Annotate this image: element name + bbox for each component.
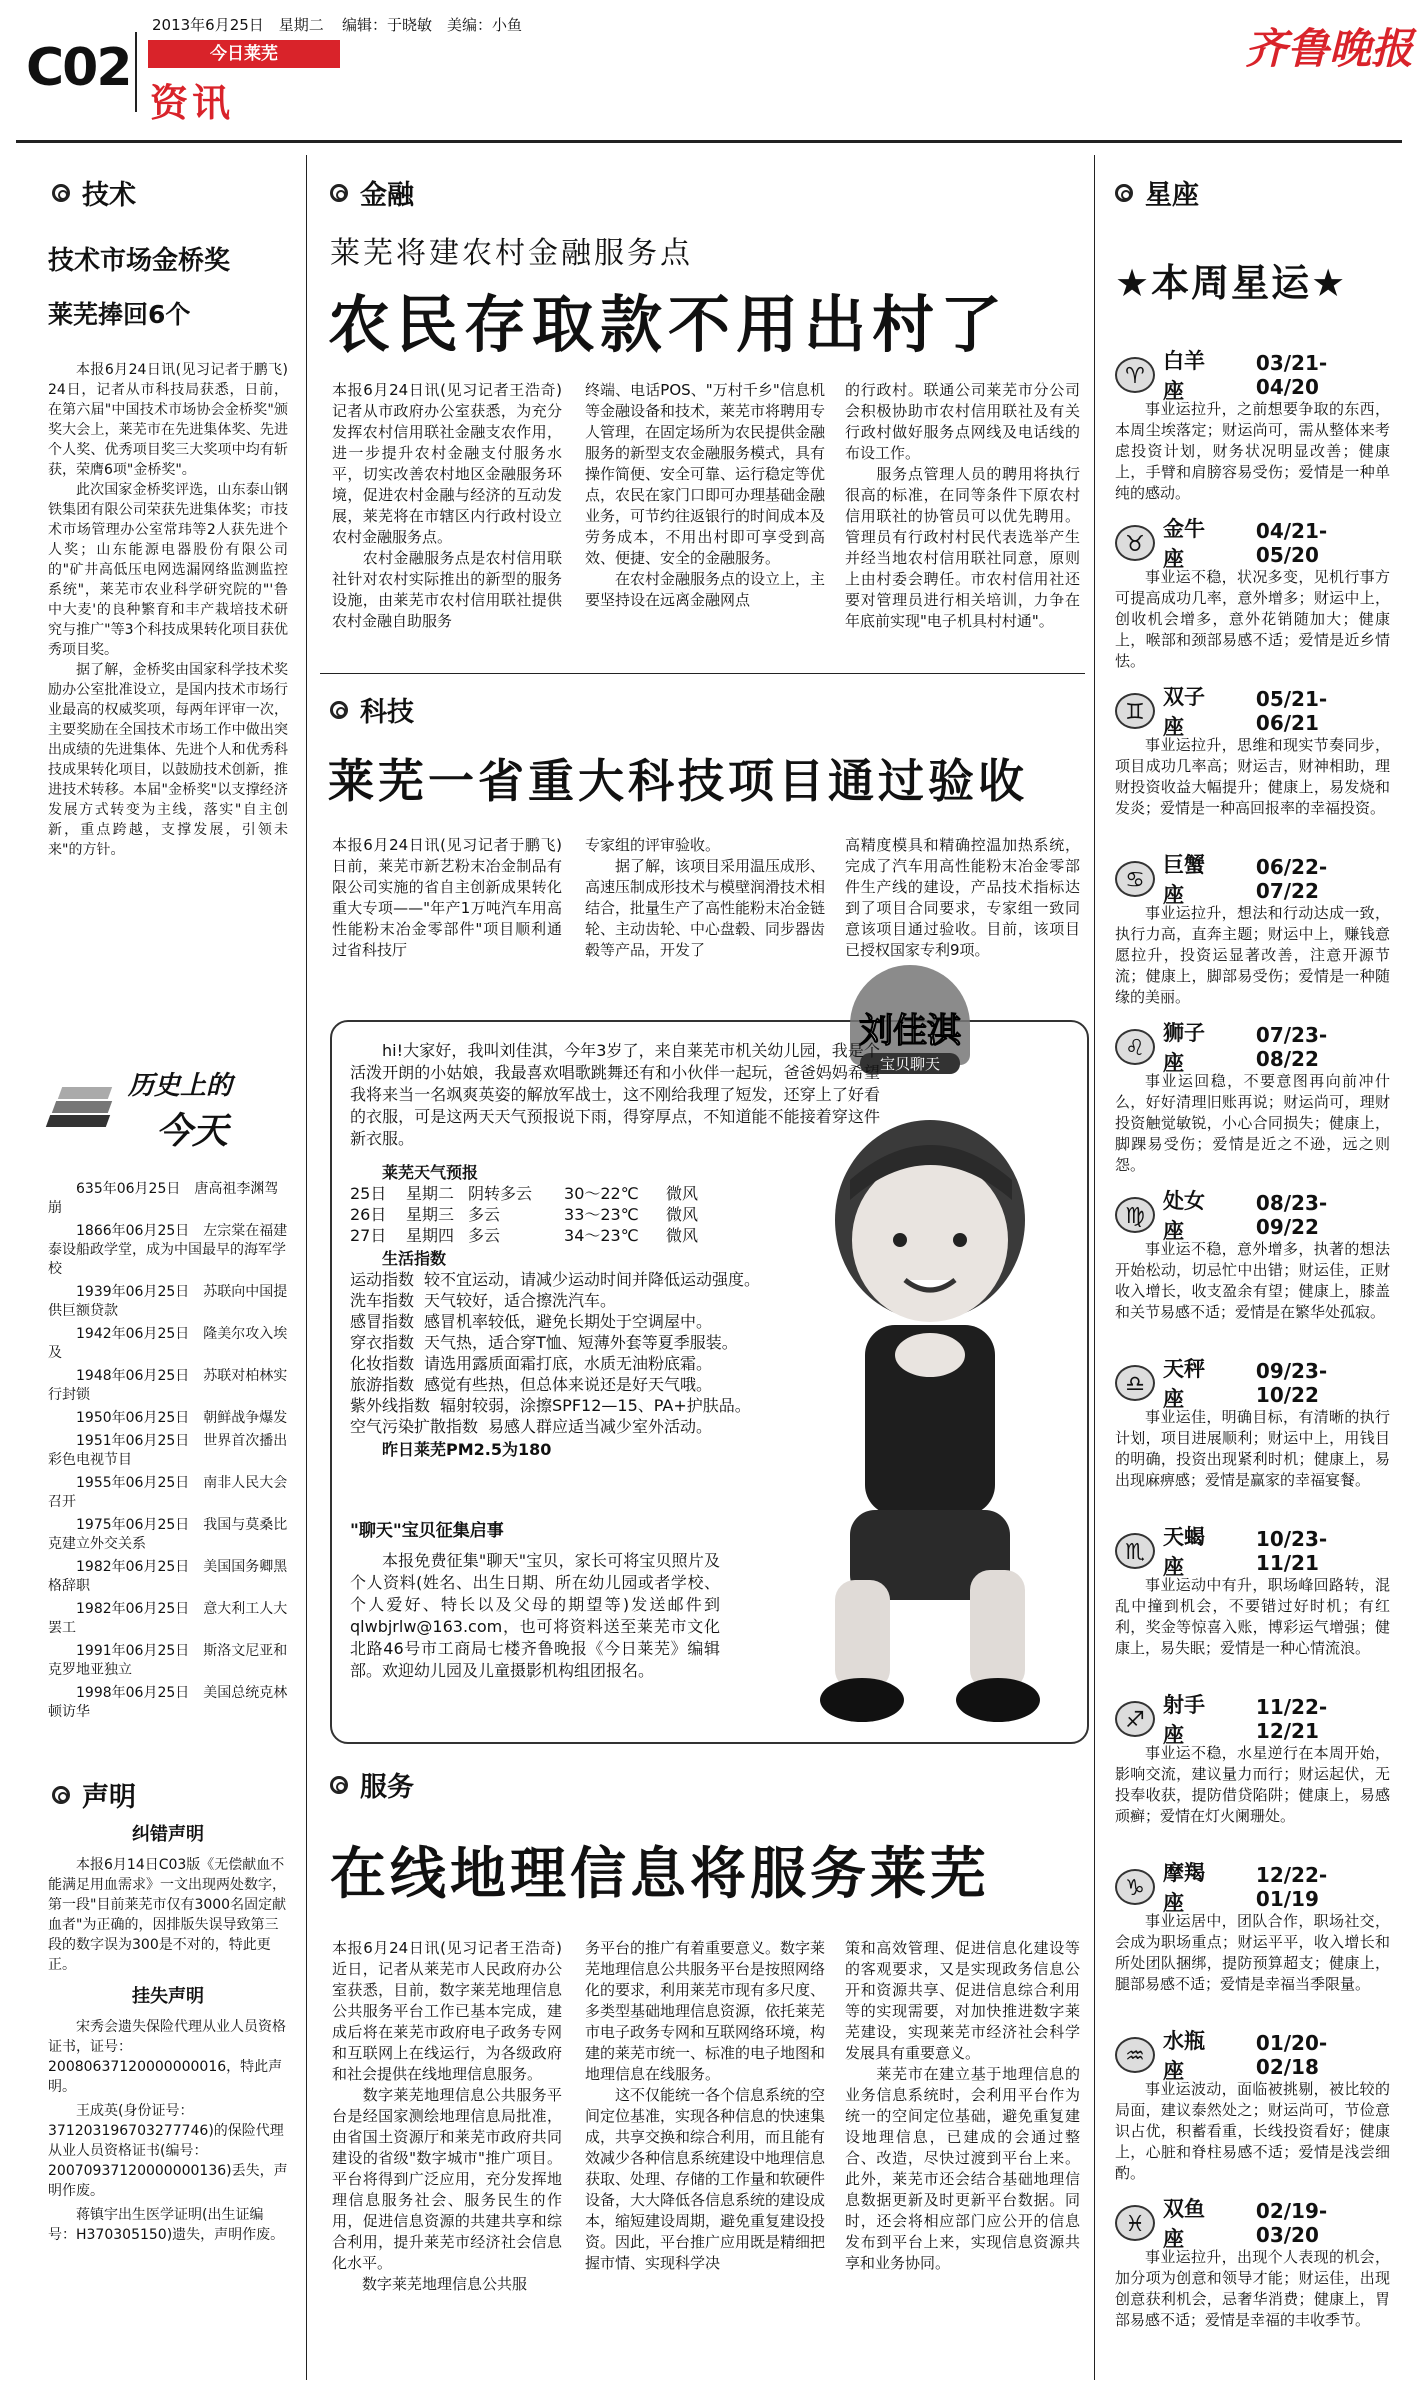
bullet-icon: [330, 1776, 348, 1794]
science-col1: 本报6月24日讯(见习记者于鹏飞) 日前，莱芜市新艺粉末冶金制品有限公司实施的省自主创新成果转化重大专项——"年产1万吨汽车用高性能粉末冶金零部件"项目顺利通过省科技厅: [332, 836, 562, 959]
zodiac-name: 狮子座: [1162, 1021, 1205, 1075]
date-line: 2013年6月25日 星期二: [152, 16, 324, 34]
zodiac-name: 巨蟹座: [1162, 853, 1205, 907]
history-head-line2: 今天: [156, 1111, 229, 1152]
recruit-block: [350, 1520, 720, 1682]
life-index-value: 较不宜运动，请减少运动时间并降低运动强度。: [424, 1270, 761, 1289]
life-index-name: 穿衣指数: [350, 1333, 415, 1352]
tech-title: [48, 240, 298, 331]
zodiac-forecast: 事业运拉升，之前想要争取的东西，本周尘埃落定；财运尚可，需从整体来考虑投资计划，财务状况明显改善；健康上，手臂和肩膀容易受伤；爱情是一种单纯的感动。: [1115, 400, 1390, 502]
forecast-row: [350, 1225, 830, 1246]
forecast-row: [350, 1183, 830, 1204]
forecast-block: [350, 1162, 830, 1460]
zodiac-name: 射手座: [1162, 1693, 1205, 1747]
zodiac-icon: ♑: [1115, 1869, 1155, 1905]
zodiac-name: 白羊座: [1162, 349, 1205, 403]
zodiac-name: 水瓶座: [1162, 2029, 1205, 2083]
index-title: 生活指数: [382, 1249, 447, 1268]
forecast-wk: 星期四: [406, 1226, 455, 1245]
life-index-value: 天气较好，适合擦洗汽车。: [424, 1291, 617, 1310]
history-entry: 1982年06月25日 美国国务卿黑格辞职: [48, 1559, 288, 1594]
tech-article: [48, 360, 288, 860]
life-index-row: [350, 1332, 830, 1353]
life-index-value: 请选用露质面霜打底，水质无油粉底霜。: [424, 1354, 713, 1373]
science-head-label: 科技: [360, 697, 414, 728]
zodiac-forecast: 事业运拉升，出现个人表现的机会，加分项为创意和领导才能；财运佳，出现创意获利机会，忌奢华消费；健康上，胃部易感不适；爱情是幸福的丰收季节。: [1115, 2248, 1390, 2329]
zodiac-forecast: 事业运不稳，意外增多，执著的想法开始松动，切忌忙中出错；财运佳，正财收入增长，收支盈余有望；健康上，膝盖和关节易感不适；爱情是在繁华处孤寂。: [1115, 1240, 1390, 1321]
zodiac-date-range: 05/21-06/21: [1255, 687, 1328, 735]
horoscope-header: [1115, 1693, 1390, 1747]
service-col1: 本报6月24日讯(见习记者王浩奇) 近日，记者从莱芜市人民政府办公室获悉，目前，数字莱芜地理信息公共服务平台工作已基本完成，建成后将在莱芜市政府电子政务专网和互联网上在线运行，为各级政府和社会提供在线地理信息服务。 数字莱芜地理信息公共服务平台是经国家测绘地理信息局批准，由省国土资源厅和莱芜市政府共同建设的省级"数字城市"推广项目。平台将得到广泛应用，充分发挥地理信息服务社会、服务民生的作用，促进信息资源的共建共享和综合利用，提升莱芜市经济社会信息化水平。 数字莱芜地理信息公共服: [332, 1939, 562, 2293]
zodiac-forecast: 事业运动中有升，职场峰回路转，混乱中撞到机会，不要错过好时机；有红利，奖金等惊喜入账，博彩运气增强；健康上，易失眠；爱情是一种心情流浪。: [1115, 1576, 1390, 1657]
forecast-day: 26日: [350, 1205, 387, 1224]
zodiac-icon: ♒: [1115, 2037, 1155, 2073]
history-entry: 1955年06月25日 南非人民大会召开: [48, 1475, 288, 1510]
history-entry: 1951年06月25日 世界首次播出彩色电视节目: [48, 1433, 288, 1468]
horoscope-header: [1115, 1525, 1390, 1579]
lost-title: 挂失声明: [132, 1986, 204, 2007]
service-section-head: [330, 1765, 414, 1804]
life-index-row: [350, 1269, 830, 1290]
horoscope-header: [1115, 685, 1390, 739]
bullet-icon: [52, 184, 70, 202]
books-icon: [48, 1085, 118, 1135]
forecast-title: 莱芜天气预报: [382, 1163, 479, 1182]
history-entry: 1942年06月25日 隆美尔攻入埃及: [48, 1326, 288, 1361]
history-entry: 1975年06月25日 我国与莫桑比克建立外交关系: [48, 1517, 288, 1552]
forecast-day: 25日: [350, 1184, 387, 1203]
history-entry: 1948年06月25日 苏联对柏林实行封锁: [48, 1368, 288, 1403]
left-col-divider: [306, 155, 307, 2380]
forecast-wk: 星期三: [406, 1205, 455, 1224]
tech-head-label: 技术: [82, 180, 136, 211]
life-index-name: 旅游指数: [350, 1375, 415, 1394]
life-index-value: 易感人群应适当减少室外活动。: [488, 1417, 713, 1436]
zodiac-forecast: 事业运拉升，思维和现实节奏同步，项目成功几率高；财运吉，财神相助，理财投资收益大幅提升；健康上，易发烧和发炎；爱情是一种高回报率的幸福投资。: [1115, 736, 1390, 817]
editor-line: 编辑：于晓敏 美编：小鱼: [342, 16, 523, 34]
zodiac-date-range: 11/22-12/21: [1255, 1695, 1328, 1743]
horoscope-entry: [1115, 2197, 1390, 2371]
forecast-rows: [350, 1183, 830, 1246]
horoscope-header: [1115, 2197, 1390, 2251]
zodiac-name: 摩羯座: [1162, 1861, 1205, 1915]
finance-kicker: 莱芜将建农村金融服务点: [330, 236, 693, 271]
zodiac-icon: ♓: [1115, 2205, 1155, 2241]
tech-para: 此次国家金桥奖评选，山东泰山钢铁集团有限公司荣获先进集体奖；市技术市场管理办公室常玮等2人获先进个人奖；山东能源电器股份有限公司的"矿井高低压电网选漏网络监测监控系统"，莱芜市农业科学研究院的"'鲁中大麦'的良种繁育和丰产栽培技术研究与推广"等3个科技成果转化项目获优秀项目奖。: [48, 482, 288, 658]
section-tag: 今日莱芜: [148, 40, 340, 68]
tech-title-line2: 莱芜捧回6个: [48, 300, 191, 329]
history-entry: 1939年06月25日 苏联向中国提供巨额贷款: [48, 1284, 288, 1319]
life-index-name: 紫外线指数: [350, 1396, 431, 1415]
stars-head-label: 星座: [1145, 180, 1199, 211]
zodiac-forecast: 事业运不稳，状况多变，见机行事方可提高成功几率，意外增多；财运中上，创收机会增多，意外花销随加大；健康上，喉部和颈部易感不适；爱情是近乡情怯。: [1115, 568, 1390, 670]
baby-intro: hi!大家好，我叫刘佳淇，今年3岁了，来自莱芜市机关幼儿园，我是个活泼开朗的小姑娘，我最喜欢唱歌跳舞还有和小伙伴一起玩，爸爸妈妈希望我将来当一名飒爽英姿的解放军战士，这不刚给我理了短发，还穿上了好看的衣服，可是这两天天气预报说下雨，得穿厚点，不知道能不能接着穿这件新衣服。: [350, 1041, 880, 1148]
finance-col3: 的行政村。联通公司莱芜市分公司会积极协助市农村信用联社及有关行政村做好服务点网线及电话线的布设工作。 服务点管理人员的聘用将执行很高的标准，在同等条件下原农村信用联社的协管员可以优先聘用。管理员有行政村村民代表选举产生并经当地农村信用联社同意，原则上由村委会聘任。市农村信用社还要对管理员进行相关培训，力争在年底前实现"电子机具村村通"。: [845, 381, 1080, 630]
horoscope-list: [1115, 349, 1390, 2371]
zodiac-date-range: 03/21-04/20: [1255, 351, 1328, 399]
badge-sub: 宝贝聊天: [860, 1053, 960, 1074]
history-entry: 635年06月25日 唐高祖李渊驾崩: [48, 1181, 279, 1216]
recruit-text: 本报免费征集"聊天"宝贝，家长可将宝贝照片及个人资料(姓名、出生日期、所在幼儿园或者学校、个人爱好、特长以及父母的期望等)发送邮件到qlwbjrlw@163.com，也可将资料送至莱芜市文化北路46号市工商局七楼齐鲁晚报《今日莱芜》编辑部。欢迎幼儿园及儿童摄影机构组团报名。: [350, 1551, 720, 1680]
history-entry: 1991年06月25日 斯洛文尼亚和克罗地亚独立: [48, 1643, 288, 1678]
forecast-wind: 微风: [666, 1205, 699, 1224]
life-index-name: 化妆指数: [350, 1354, 415, 1373]
forecast-t: 33～23℃: [564, 1205, 639, 1224]
index-rows: [350, 1269, 830, 1437]
bullet-icon: [1115, 184, 1133, 202]
decl-head-label: 声明: [82, 1782, 136, 1813]
zodiac-date-range: 09/23-10/22: [1255, 1359, 1328, 1407]
brand-logo: 齐鲁晚报: [1245, 24, 1414, 73]
lost-notice: 宋秀会遗失保险代理从业人员资格证书，证号：20080637120000000016，特此声明。: [48, 2019, 286, 2095]
top-rule: [16, 140, 1402, 143]
zodiac-name: 双鱼座: [1162, 2197, 1205, 2251]
zodiac-name: 天蝎座: [1162, 1525, 1205, 1579]
declarations: [48, 1825, 288, 2249]
decl-section-head: [52, 1775, 136, 1814]
history-entry: 1866年06月25日 左宗棠在福建泰设船政学堂，成为中国最早的海军学校: [48, 1223, 288, 1277]
horoscope-header: [1115, 1861, 1390, 1915]
zodiac-forecast: 事业运回稳，不要意图再向前冲什么，好好清理旧账再说；财运尚可，理财投资触觉敏锐，小心合同损失；健康上，脚踝易受伤；爱情是近之不逊，远之则怨。: [1115, 1072, 1390, 1174]
science-col2: 专家组的评审验收。 据了解，该项目采用温压成形、高速压制成形技术与模壁润滑技术相结合，批量生产了高性能粉末冶金链轮、主动齿轮、中心盘毂、同步器齿毂等产品，开发了: [585, 836, 826, 959]
zodiac-date-range: 10/23-11/21: [1255, 1527, 1328, 1575]
life-index-value: 感冒机率较低，避免长期处于空调屋中。: [424, 1312, 713, 1331]
life-index-name: 感冒指数: [350, 1312, 415, 1331]
life-index-value: 天气热，适合穿T恤、短薄外套等夏季服装。: [424, 1333, 738, 1352]
life-index-name: 空气污染扩散指数: [350, 1417, 479, 1436]
tech-section-head: [52, 173, 136, 212]
zodiac-icon: ♐: [1115, 1701, 1155, 1737]
finance-title: 农民存取款不用出村了: [328, 288, 1009, 361]
stars-section-head: [1115, 173, 1199, 212]
forecast-row: [350, 1204, 830, 1225]
horoscope-header: [1115, 1021, 1390, 1075]
horoscope-header: [1115, 853, 1390, 907]
horoscope-entry: [1115, 2029, 1390, 2203]
life-index-row: [350, 1395, 830, 1416]
life-index-row: [350, 1416, 830, 1437]
life-index-row: [350, 1290, 830, 1311]
horoscope-entry: [1115, 685, 1390, 859]
zodiac-name: 金牛座: [1162, 517, 1205, 571]
horoscope-entry: [1115, 1525, 1390, 1699]
zodiac-icon: ♏: [1115, 1533, 1155, 1569]
badge-name: 刘佳淇: [859, 1011, 961, 1051]
history-entry: 1950年06月25日 朝鲜战争爆发: [76, 1410, 288, 1426]
horoscope-header: [1115, 517, 1390, 571]
forecast-w: 多云: [468, 1205, 501, 1224]
zodiac-forecast: 事业运佳，明确目标，有清晰的执行计划，项目进展顺利；财运中上，用钱目的明确，投资出现紧利时机；健康上，易出现麻痹感；爱情是赢家的幸福宴餐。: [1115, 1408, 1390, 1489]
bullet-icon: [330, 701, 348, 719]
tech-para: 本报6月24日讯(见习记者于鹏飞) 24日，记者从市科技局获悉，日前，在第六届"中国技术市场协会金桥奖"颁奖大会上，莱芜市在先进集体奖、先进个人奖、优秀项目奖三大奖项中均有斩获，荣膺6项"金桥奖"。: [48, 362, 288, 478]
zodiac-icon: ♉: [1115, 525, 1155, 561]
horoscope-entry: [1115, 1357, 1390, 1531]
forecast-wind: 微风: [666, 1226, 699, 1245]
horoscope-header: [1115, 1357, 1390, 1411]
zodiac-icon: ♌: [1115, 1029, 1155, 1065]
science-title: 莱芜一省重大科技项目通过验收: [328, 754, 1028, 808]
history-entry: 1982年06月25日 意大利工人大罢工: [48, 1601, 288, 1636]
zodiac-date-range: 06/22-07/22: [1255, 855, 1328, 903]
zodiac-icon: ♎: [1115, 1365, 1155, 1401]
service-col2: 务平台的推广有着重要意义。数字莱芜地理信息公共服务平台是按照网络化的要求，利用莱芜市现有多尺度、多类型基础地理信息资源，依托莱芜市电子政务专网和互联网络环境，构建的莱芜市统一、标准的电子地图和地理信息在线服务。 这不仅能统一各个信息系统的空间定位基准，实现各种信息的快速集成，共享交换和综合利用，而且能有效减少各种信息系统建设中地理信息获取、处理、存储的工作量和软硬件设备，大大降低各信息系统的建设成本，缩短建设周期，避免重复建设投资。因此，平台推广应用既是精细把握市情、实现科学决: [585, 1939, 826, 2272]
life-index-row: [350, 1353, 830, 1374]
finance-col2: 终端、电话POS、"万村千乡"信息机等金融设备和技术，莱芜市将聘用专人管理，在固定场所为农民提供金融服务的新型支农金融服务模式，具有操作简便、安全可靠、运行稳定等优点，农民在家门口即可办理基础金融业务，可节约往返银行的时间成本及劳务成本，不用出村即可享受到高效、便捷、安全的金融服务。 在农村金融服务点的设立上，主要坚持设在远离金融网点: [585, 381, 826, 609]
horoscope-entry: [1115, 517, 1390, 691]
zodiac-forecast: 事业运拉升，想法和行动达成一致，执行力高，直奔主题；财运中上，赚钱意愿拉升，投资运显著改善，注意开源节流；健康上，脚部易受伤；爱情是一种随缘的美丽。: [1115, 904, 1390, 1006]
forecast-wk: 星期二: [406, 1184, 455, 1203]
forecast-w: 阴转多云: [468, 1184, 533, 1203]
lost-notice: 王成英(身份证号：371203196703277746)的保险代理从业人员资格证书(编号：20070937120000000136)丢失，声明作废。: [48, 2103, 288, 2199]
zodiac-icon: ♊: [1115, 693, 1155, 729]
right-col-divider: [1094, 155, 1095, 2380]
zodiac-date-range: 02/19-03/20: [1255, 2199, 1328, 2247]
horoscope-entry: [1115, 349, 1390, 523]
finance-rule: [320, 673, 1085, 674]
horoscope-entry: [1115, 853, 1390, 1027]
zodiac-date-range: 04/21-05/20: [1255, 519, 1328, 567]
stars-title: ★本周星运★: [1115, 261, 1348, 305]
zodiac-date-range: 08/23-09/22: [1255, 1191, 1328, 1239]
section-name: 资讯: [150, 81, 235, 125]
history-header: [48, 1055, 288, 1155]
masthead-divider: [135, 32, 137, 112]
life-index-name: 洗车指数: [350, 1291, 415, 1310]
life-index-row: [350, 1311, 830, 1332]
zodiac-date-range: 12/22-01/19: [1255, 1863, 1328, 1911]
zodiac-icon: ♍: [1115, 1197, 1155, 1233]
zodiac-name: 天秤座: [1162, 1357, 1205, 1411]
horoscope-entry: [1115, 1693, 1390, 1867]
page-code: C02: [26, 38, 131, 98]
bullet-icon: [52, 1786, 70, 1804]
zodiac-name: 处女座: [1162, 1189, 1205, 1243]
horoscope-header: [1115, 1189, 1390, 1243]
forecast-t: 30～22℃: [564, 1184, 639, 1203]
service-title: 在线地理信息将服务莱芜: [330, 1842, 990, 1907]
forecast-w: 多云: [468, 1226, 501, 1245]
finance-section-head: [330, 173, 414, 212]
horoscope-header: [1115, 2029, 1390, 2083]
history-entry: 1998年06月25日 美国总统克林顿访华: [48, 1685, 288, 1720]
life-index-value: 辐射较弱，涂擦SPF12—15、PA+护肤品。: [440, 1396, 751, 1415]
zodiac-date-range: 07/23-08/22: [1255, 1023, 1328, 1071]
life-index-row: [350, 1374, 830, 1395]
history-list: [48, 1180, 288, 1726]
recruit-title: "聊天"宝贝征集启事: [350, 1521, 504, 1541]
lost-notice: 蒋镇宇出生医学证明(出生证编号：H370305150)遗失，声明作废。: [48, 2207, 285, 2243]
correction-text: 本报6月14日C03版《无偿献血不能满足用血需求》一文出现两处数字，第一段"目前莱芜市仅有3000名固定献血者"为正确的，因排版失误导致第三段的数字误为300是不对的，特此更正。: [48, 1857, 287, 1973]
bullet-icon: [330, 184, 348, 202]
forecast-wind: 微风: [666, 1184, 699, 1203]
zodiac-icon: ♋: [1115, 861, 1155, 897]
horoscope-entry: [1115, 1189, 1390, 1363]
tech-title-line1: 技术市场金桥奖: [48, 246, 231, 276]
zodiac-date-range: 01/20-02/18: [1255, 2031, 1328, 2079]
life-index-value: 感觉有些热，但总体来说还是好天气哦。: [424, 1375, 713, 1394]
zodiac-forecast: 事业运不稳，水星逆行在本周开始，影响交流，建议量力而行；财运起伏，无投奉收获，提防借贷陷阱；健康上，易感顽癣；爱情在灯火阑珊处。: [1115, 1744, 1390, 1825]
science-col3: 高精度模具和精确控温加热系统，完成了汽车用高性能粉末冶金零部件生产线的建设，产品技术指标达到了项目合同要求，专家组一致同意该项目通过验收。目前，该项目已授权国家专利9项。: [845, 836, 1080, 959]
tech-para: 据了解，金桥奖由国家科学技术奖励办公室批准设立，是国内技术市场行业最高的权威奖项，每两年评审一次，主要奖励在全国技术市场工作中做出突出成绩的先进集体、先进个人和优秀科技成果转化项目，以鼓励技术创新，推进技术转移。本届"金桥奖"以支撑经济发展方式转变为主线，落实"自主创新，重点跨越，支撑发展，引领未来"的方针。: [48, 662, 288, 858]
correction-title: 纠错声明: [132, 1824, 204, 1845]
life-index-name: 运动指数: [350, 1270, 415, 1289]
history-head-line1: 历史上的: [128, 1071, 233, 1101]
horoscope-header: [1115, 349, 1390, 403]
zodiac-name: 双子座: [1162, 685, 1205, 739]
science-section-head: [330, 690, 414, 729]
finance-col1: 本报6月24日讯(见习记者王浩奇) 记者从市政府办公室获悉，为充分发挥农村信用联社金融支农作用，进一步提升农村金融支付服务水平，切实改善农村地区金融服务环境，促进农村金融与经济的互动发展，莱芜将在市辖区内行政村设立农村金融服务点。 农村金融服务点是农村信用联社针对农村实际推出的新型的服务设施，由莱芜市农村信用联社提供农村金融自助服务: [332, 381, 562, 630]
horoscope-entry: [1115, 1861, 1390, 2035]
zodiac-forecast: 事业运居中，团队合作，职场社交，会成为职场重点；财运平平，收入增长和所处团队捆绑，提防预算超支；健康上，腿部易感不适；爱情是幸福当季限量。: [1115, 1912, 1390, 1993]
forecast-day: 27日: [350, 1226, 387, 1245]
finance-head-label: 金融: [360, 180, 414, 211]
zodiac-icon: ♈: [1115, 357, 1155, 393]
forecast-t: 34～23℃: [564, 1226, 639, 1245]
horoscope-entry: [1115, 1021, 1390, 1195]
zodiac-forecast: 事业运波动，面临被挑剔，被比较的局面，建议泰然处之；财运尚可，节俭意识占优，积蓄看重，长线投资看好；健康上，心脏和脊柱易感不适；爱情是浅尝细酌。: [1115, 2080, 1390, 2182]
service-col3: 策和高效管理、促进信息化建设等的客观要求，又是实现政务信息公开和资源共享、促进信息综合利用等的实现需要，对加快推进数字莱芜建设，实现莱芜市经济社会科学发展具有重要意义。 莱芜市在建立基于地理信息的业务信息系统时，会利用平台作为统一的空间定位基础，避免重复建设地理信息，已建成的会通过整合、改造，尽快过渡到平台上来。此外，莱芜市还会结合基础地理信息数据更新及时更新平台数据。同时，还会将相应部门应公开的信息发布到平台上来，实现信息资源共享和业务协同。: [845, 1939, 1080, 2272]
service-head-label: 服务: [360, 1772, 414, 1803]
pm-readout: 昨日莱芜PM2.5为180: [382, 1440, 552, 1459]
